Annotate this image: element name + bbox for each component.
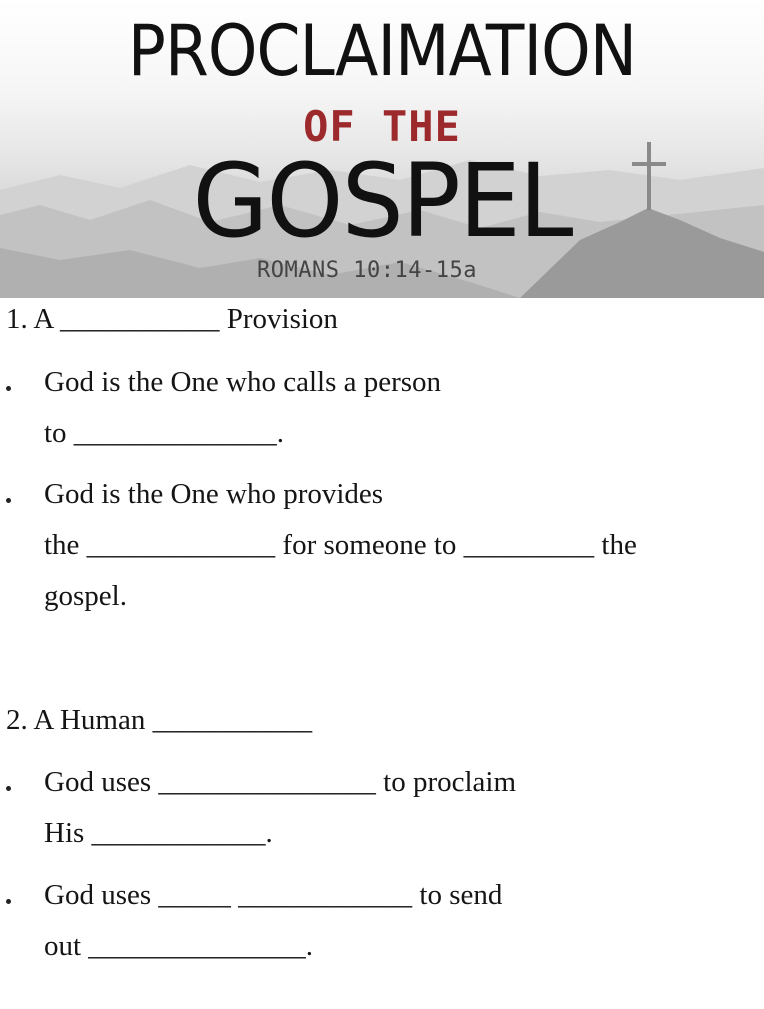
section-1-heading: 1. A ___________ Provision [6, 303, 338, 335]
banner-title-gospel: GOSPEL [192, 142, 572, 261]
bullet-dot-icon [6, 899, 11, 904]
bullet-text: the _____________ for someone to _________ the [44, 529, 637, 561]
bullet-text: God is the One who provides [44, 478, 384, 510]
banner-title-of-the: OF THE [303, 102, 461, 151]
bullet-text: God is the One who calls a person [44, 366, 442, 398]
bullet-dot-icon [6, 498, 11, 503]
sermon-banner [0, 0, 764, 298]
bullet-text: out _______________. [44, 930, 314, 962]
banner-title-proclamation: PROCLAIMATION [127, 10, 637, 92]
bullet-text: to ______________. [44, 417, 285, 449]
bullet-text: God uses _____ ____________ to send [44, 879, 503, 911]
scripture-reference: ROMANS 10:14-15a [257, 258, 477, 283]
bullet-dot-icon [6, 786, 11, 791]
section-2-heading: 2. A Human ___________ [6, 704, 313, 736]
bullet-dot-icon [6, 386, 11, 391]
bullet-text: gospel. [44, 580, 127, 612]
bullet-text: God uses _______________ to proclaim [44, 766, 517, 798]
bullet-text: His ____________. [44, 817, 273, 849]
